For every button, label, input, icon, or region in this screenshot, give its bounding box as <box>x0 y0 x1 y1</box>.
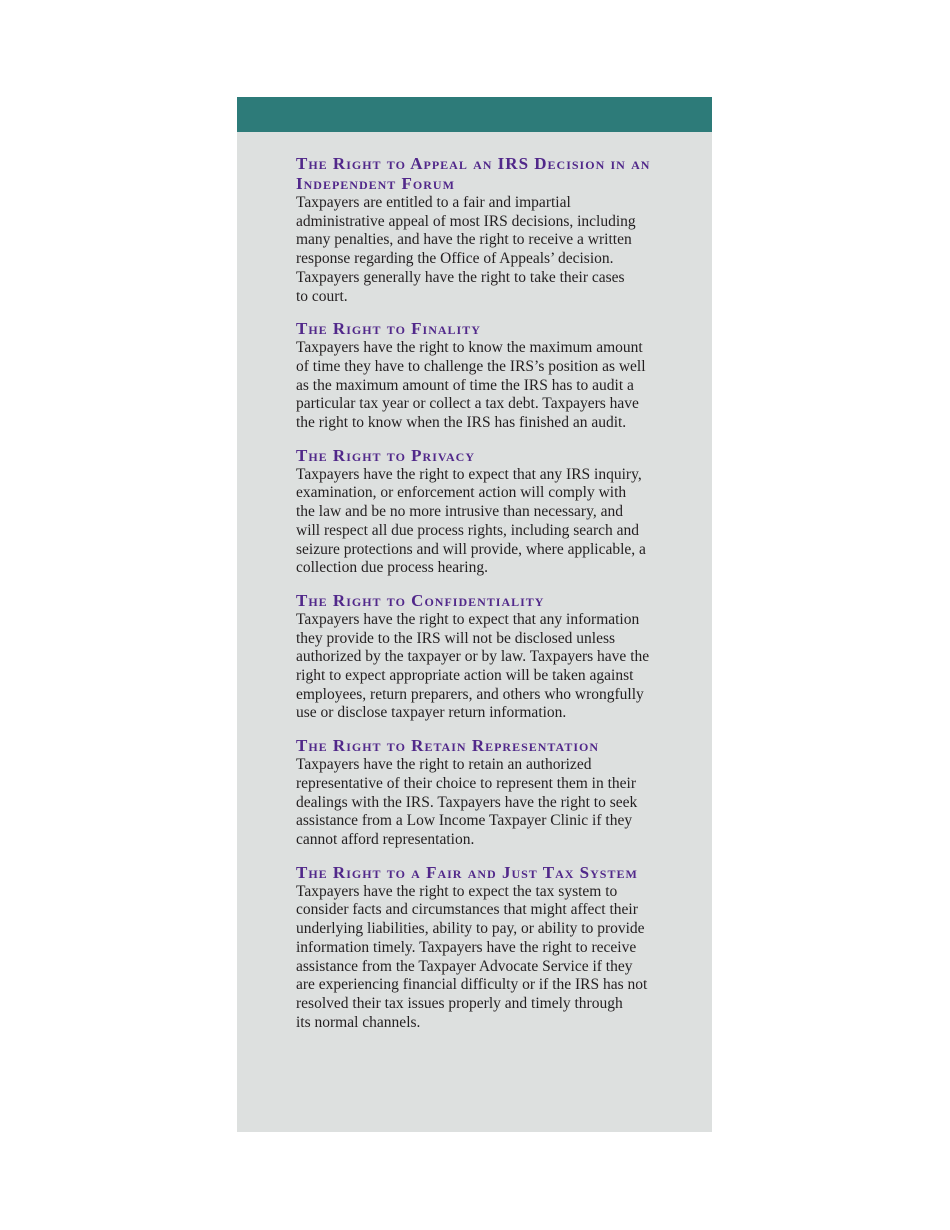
section-heading-finality: The Right to Finality <box>296 319 481 339</box>
section-heading-appeal: The Right to Appeal an IRS Decision in an Independent Forum <box>296 154 651 193</box>
section-heading-confidentiality: The Right to Confidentiality <box>296 590 545 610</box>
rights-panel <box>237 97 712 1132</box>
section-body-fair-tax-system: Taxpayers have the right to expect the tax system to consider facts and circumstances that might affect their underlying liabilities, ability to pay, or ability to provide information timely. Taxpayers have the right to receive assistance from the Taxpayer Advocate Service if they are experiencing financial difficulty or if the IRS has not resolved their tax issues properly and timely through its normal channels. <box>296 882 648 1031</box>
section-appeal <box>296 154 666 306</box>
section-representation <box>296 736 666 850</box>
section-body-appeal: Taxpayers are entitled to a fair and impartial administrative appeal of most IRS decisions, including many penalties, and have the right to receive a written response regarding the Office of Appeals’ decision. Taxpayers generally have the right to take their cases to court. <box>296 194 636 305</box>
section-heading-privacy: The Right to Privacy <box>296 445 476 465</box>
rights-content <box>296 154 666 1045</box>
section-privacy <box>296 446 666 578</box>
header-band <box>237 97 712 132</box>
section-heading-fair-tax-system: The Right to a Fair and Just Tax System <box>296 862 638 882</box>
section-body-representation: Taxpayers have the right to retain an authorized representative of their choice to represent them in their dealings with the IRS. Taxpayers have the right to seek assistance from a Low Income Taxpayer Clinic if they cannot afford representation. <box>296 756 638 848</box>
section-confidentiality <box>296 591 666 723</box>
section-body-privacy: Taxpayers have the right to expect that any IRS inquiry, examination, or enforcement action will comply with the law and be no more intrusive than necessary, and will respect all due process rights, including search and seizure protections and will provide, where applicable, a collection due process hearing. <box>296 465 646 577</box>
section-body-finality: Taxpayers have the right to know the maximum amount of time they have to challenge the IRS’s position as well as the maximum amount of time the IRS has to audit a particular tax year or collect a tax debt. Taxpayers have the right to know when the IRS has finished an audit. <box>296 339 646 432</box>
section-heading-representation: The Right to Retain Representation <box>296 736 599 756</box>
section-finality <box>296 319 666 433</box>
section-body-confidentiality: Taxpayers have the right to expect that any information they provide to the IRS will not be disclosed unless authorized by the taxpayer or by law. Taxpayers have the right to expect appropriate action will be taken against employees, return preparers, and others who wrongfully use or disclose taxpayer return information. <box>296 610 650 722</box>
section-fair-tax-system <box>296 863 666 1033</box>
